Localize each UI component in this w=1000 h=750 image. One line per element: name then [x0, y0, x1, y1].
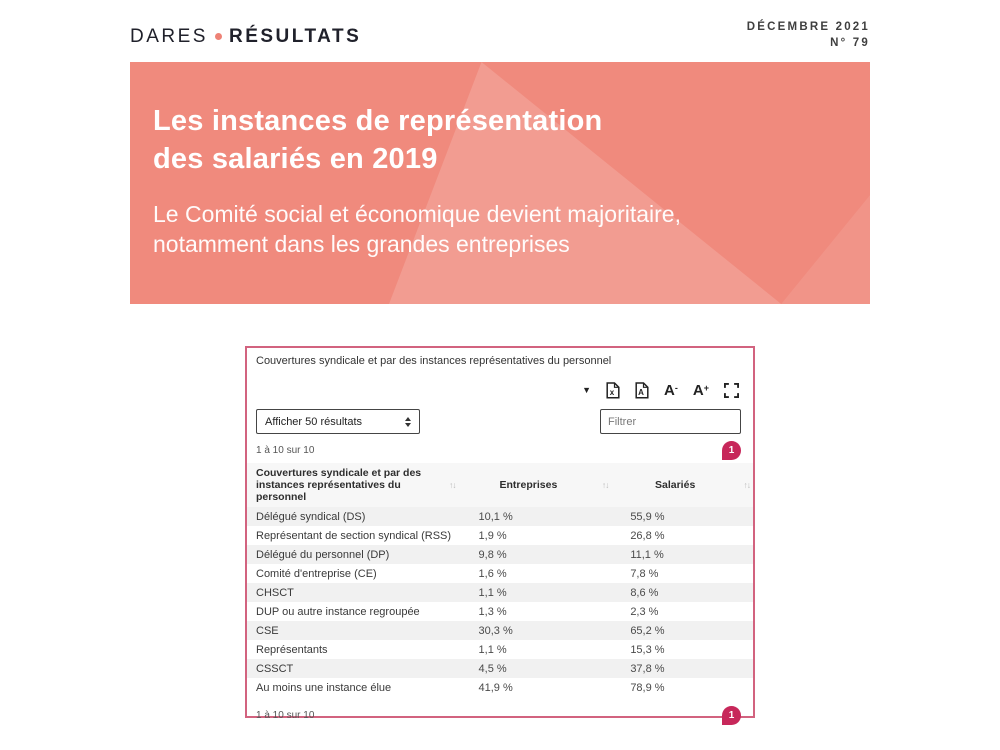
column-header-salaries[interactable]: [611, 463, 753, 507]
cell-instance-label: DUP ou autre instance regroupée: [256, 605, 420, 618]
font-increase-button[interactable]: A +: [692, 381, 709, 399]
cell-instance-label: CHSCT: [256, 586, 294, 599]
column-header-label: Couvertures syndicale et par des instances représentatives du personnel: [256, 467, 422, 503]
cell-entreprises-value: 1,1 %: [478, 643, 507, 656]
issue-info: [747, 20, 870, 51]
cell-instance-label: Comité d'entreprise (CE): [256, 567, 377, 580]
cell-salaries-value: 78,9 %: [630, 681, 665, 694]
page-length-value: Afficher 50 résultats: [265, 415, 363, 428]
cell-salaries-value: 11,1 %: [630, 548, 664, 561]
cell-entreprises-value: 1,3 %: [478, 605, 507, 618]
table-row[interactable]: [247, 583, 753, 602]
cell-instance-label: CSE: [256, 624, 279, 637]
cell-salaries-value: 7,8 %: [630, 567, 659, 580]
banner: [130, 62, 870, 304]
brand-dares: DARES: [130, 26, 208, 47]
svg-text:x: x: [609, 387, 615, 397]
page-1-button-bottom[interactable]: 1: [722, 706, 741, 725]
cell-instance-label: Délégué syndical (DS): [256, 510, 366, 523]
sort-icon[interactable]: ↑↓: [743, 480, 750, 490]
brand-resultats: RÉSULTATS: [228, 26, 362, 47]
cell-entreprises-value: 4,5 %: [478, 662, 507, 675]
cell-salaries-value: 55,9 %: [630, 510, 665, 523]
table-row[interactable]: [247, 564, 753, 583]
issue-number: N° 79: [830, 36, 870, 49]
cell-entreprises-value: 1,9 %: [478, 529, 507, 542]
select-updown-icon: [405, 417, 411, 427]
cell-salaries-value: 2,3 %: [630, 605, 659, 618]
table-row[interactable]: [247, 545, 753, 564]
cell-entreprises-value: 30,3 %: [478, 624, 513, 637]
cell-entreprises-value: 1,1 %: [478, 586, 507, 599]
table-row[interactable]: [247, 678, 753, 697]
collapse-caret-icon[interactable]: ▼: [582, 385, 592, 395]
cell-instance-label: Au moins une instance élue: [256, 681, 392, 694]
fullscreen-icon[interactable]: [724, 383, 739, 398]
column-header-entreprises[interactable]: [460, 463, 612, 507]
page-subtitle-line2: notamment dans les grandes entreprises: [153, 231, 570, 258]
cell-salaries-value: 8,6 %: [630, 586, 659, 599]
font-decrease-button[interactable]: A -: [664, 381, 678, 399]
page-title: [153, 102, 870, 179]
cell-entreprises-value: 41,9 %: [478, 681, 513, 694]
page-subtitle-line1: Le Comité social et économique devient majoritaire,: [153, 200, 681, 227]
datatable-widget: [245, 346, 755, 721]
filter-input[interactable]: [600, 409, 741, 434]
results-info-bottom: 1 à 10 sur 10: [256, 709, 315, 721]
banner-triangle-decoration: [130, 62, 870, 304]
cell-instance-label: Délégué du personnel (DP): [256, 548, 390, 561]
table-row[interactable]: [247, 640, 753, 659]
widget-title: Couvertures syndicale et par des instances représentatives du personnel: [256, 355, 612, 367]
table-row[interactable]: [247, 507, 753, 526]
cell-salaries-value: 15,3 %: [630, 643, 665, 656]
pagination-top: [256, 440, 741, 460]
cell-instance-label: Représentants: [256, 643, 328, 656]
results-info-top: 1 à 10 sur 10: [256, 444, 315, 456]
table-controls: [256, 409, 741, 434]
cell-instance-label: Représentant de section syndical (RSS): [256, 529, 452, 542]
issue-date: DÉCEMBRE 2021: [746, 21, 870, 33]
page-length-select[interactable]: [256, 409, 420, 434]
cell-salaries-value: 26,8 %: [630, 529, 665, 542]
table-header-row: [247, 463, 753, 507]
svg-text:A: A: [638, 387, 644, 397]
pagination-bottom: [256, 705, 741, 725]
table-row[interactable]: [247, 659, 753, 678]
sort-icon[interactable]: ↑↓: [601, 480, 609, 490]
excel-export-icon[interactable]: [606, 382, 620, 399]
cell-salaries-value: 65,2 %: [630, 624, 665, 637]
brand-dot-icon: [215, 33, 222, 40]
brand-logo: [130, 26, 361, 48]
pdf-export-icon[interactable]: [635, 382, 649, 399]
column-header-label: Salariés: [655, 479, 696, 491]
cell-entreprises-value: 1,6 %: [478, 567, 507, 580]
data-table: [247, 463, 753, 697]
column-header-label: Entreprises: [499, 479, 558, 491]
table-row[interactable]: [247, 621, 753, 640]
page-title-line2: des salariés en 2019: [153, 143, 438, 176]
cell-salaries-value: 37,8 %: [630, 662, 665, 675]
page-1-button-top[interactable]: 1: [722, 441, 741, 460]
banner-triangle-decoration-2: [130, 62, 870, 304]
table-row[interactable]: [247, 602, 753, 621]
page-title-line1: Les instances de représentation: [153, 105, 603, 137]
column-header-instances[interactable]: [247, 463, 460, 507]
cell-instance-label: CSSCT: [256, 662, 294, 675]
sort-icon[interactable]: ↑↓: [449, 480, 456, 490]
masthead: [130, 18, 870, 56]
page-subtitle: [153, 199, 870, 261]
table-body: [247, 507, 753, 697]
widget-toolbar: [247, 380, 739, 400]
table-row[interactable]: [247, 526, 753, 545]
cell-entreprises-value: 10,1 %: [478, 510, 513, 523]
cell-entreprises-value: 9,8 %: [478, 548, 507, 561]
